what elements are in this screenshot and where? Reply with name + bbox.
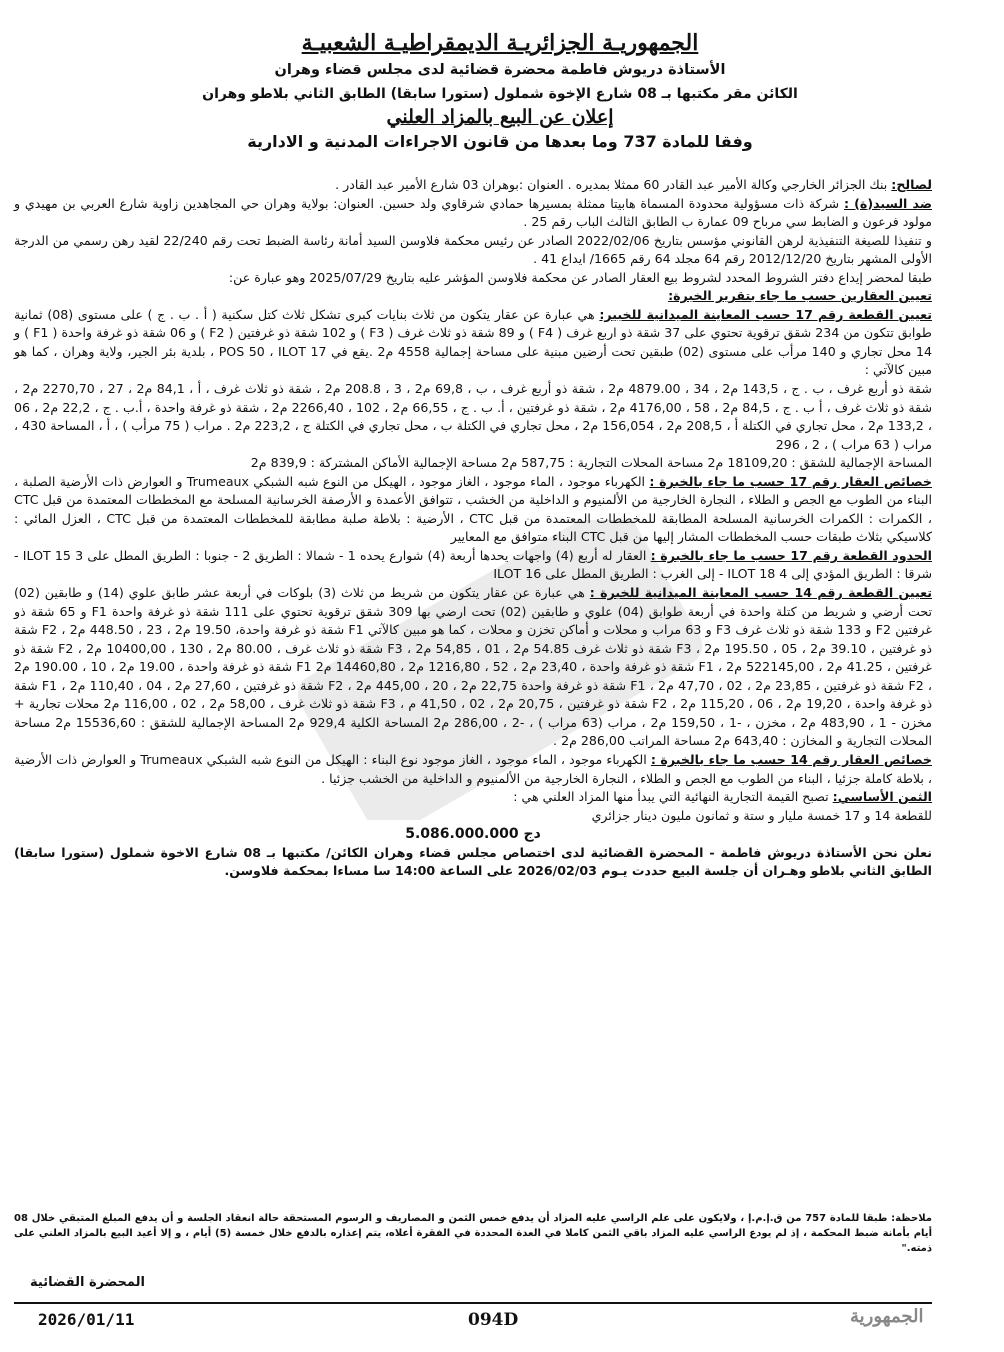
lot17-designation-text: هي عبارة عن عقار يتكون من ثلاث بنايات كبرى تشكل ثلاث كتل سكنية ( أ . ب . ج ) على مستوى (08) ثمانية طوابق تتكون من 234 شقق ترقوية تحتوي على 37 شقة ذو اربع غرف ( F4 ) و 89 شقة ذو ثلاث غرف ( F3 ) و 102 شقة ذو غرفتين ( F2 ) و 06 شقة ذو غرفة واحدة ( F1 ) و 14 محل تجاري و 140 مرأب على مستوى (02) طبقين تحت أرضين مبنية على مساحة إجمالية 4558 م2 .يقع في POS 50 ، ILOT 17 ، بلدية بئر الجير، ولاية وهران ، كما هو مبين كالآتي : [14, 306, 933, 378]
creditor-label: لصالح: [891, 177, 932, 192]
lot17-limits-text: العقار له أربع (4) واجهات يحدها أربعة (4) شوارع يحده 1 - شمالا : الطريق 2 - جنوبا : الطريق المطل على ILOT 15 3 - شرقا : الطريق المؤدي إلى ILOT 18 4 - إلى الغرب : الطريق المطل على ILOT 16 [14, 547, 932, 582]
lot17-areas: شقة ذو أربع غرف ، ب . ج ، 143,5 م2 ، 34 ، 4879.00 م2 ، شقة ذو أربع غرف ، ب ، 69,8 م2 ، 3 ، 208.8 م2 ، شقة ذو ثلاث غرف ، أ ، 84,1 م2 ، 27 ، 2270,70 م2 ، شقة ذو ثلاث غرف ، أ ب . ج ، 84,5 م2 ، 58 ، 4176,00 م2 ، شقة ذو غرفتين ، أ. ب . ج ، 66,55 م2 ، 102 ، 2266,40 م2 ، شقة ذو غرفة واحدة ، أ.ب . ج ، 22,2 م2 ، 06 ، 133,2 م2 ، محل تجاري في الكتلة أ ، 208,5 م2 ، 156,054 م2 ، محل تجاري في الكتلة ب ، محل تجاري في الكتلة ج ، 223,2 م2 . مراب ( 75 مرأب ) ، أ ، المساحة 430 ، مراب ( 63 مراب ) ، 2 ، 296 [14, 381, 933, 452]
legal-note [14, 1211, 932, 1256]
legal-note-text: ملاحظة: طبقا للمادة 757 من ق.إ.م.إ ، ولايكون على علم الراسي عليه المزاد أن يدفع خمس الثمن و المصاريف و الرسوم المستحقة حالة انعقاد الجلسة و أن يدفع المبلغ المتبقي خلال 08 أيام بأمانة ضبط المحكمة ، إذ لم يودع الراسي عليه المزاد باقي الثمن كاملا في العدة المحددة في الفقرة أعلاه، يتم إعذاره بالدفع خلال خمسة (5) أيام ، و إلا أعيد البيع بالمزاد العلني على ذمته." [14, 1213, 932, 1254]
base-price-words: للقطعة 14 و 17 خمسة مليار و ستة و ثمانون مليون دينار جزائري [591, 807, 932, 823]
base-price-label: الثمن الأساسي: [832, 789, 932, 805]
lot14-designation-label: تعيين القطعة رقم 14 حسب المعاينة الميدانية للخبرة : [589, 585, 932, 601]
notice-body [14, 176, 932, 881]
base-price-amount: 5.086.000.000 دج [405, 826, 541, 843]
base-price-text: تصبح القيمة التجارية النهائية التي يبدأ منها المزاد العلني هي : [513, 789, 829, 805]
bailiff-office: الأستاذة دريوش فاطمة محضرة قضائية لدى مجلس قضاء وهران [274, 62, 726, 78]
lot17-totals: المساحة الإجمالية للشقق : 18109,20 م2 مساحة المحلات التجارية : 587,75 م2 مساحة الإجمالية الأماكن المشتركة : 839,9 م2 [250, 455, 932, 471]
newspaper-logo: الجمهورية [850, 1306, 924, 1327]
lot14-features [14, 751, 932, 788]
lot17-features [14, 473, 932, 547]
lot17-features-text: الكهرباء موجود ، الماء موجود ، الغاز موجود ، الهيكل من النوع شبه الشبكي Trumeaux و العوارض ذات الأرضية الصلبة ، البناء من الطوب مع الجص و الطلاء ، النجارة الخارجية من الألمنيوم و الداخلية من الخشب ، تتوافق الأعمدة و الأرصفة الخرسانية المسلحة مع المخططات المعتمدة من قبل CTC ، الكمرات : الكمرات الخرسانية المسلحة المطابقة للمخططات المعتمدة من قبل CTC ، الأرضية : بلاطة صلبة مطابقة للمخططات المعتمدة من قبل CTC ، العزل المائي : كلاسيكي بثلاث طبقات حسب المخططات المشار إليها من قبل CTC البناء متوافق مع المعايير [14, 473, 932, 545]
lot17-limits-label: الحدود القطعة رقم 17 حسب ما جاء بالخبرة : [650, 547, 932, 563]
execution-paragraph: و تنفيذا للصيغة التنفيذية لرهن القانوني مؤسس بتاريخ 2022/02/06 الصادر عن رئيس محكمة فلاوسن السيد أمانة رئاسة الضبط تحت رقم 22/240 لقيد رهن رسمي من الدرجة الأولى المشهر بتاريخ 2012/12/20 رقم 64 مجلد 64 رقم 1665/ ايداع 41 . [14, 232, 933, 267]
legal-basis: وفقا للمادة 737 وما بعدها من قانون الاجراءات المدنية و الادارية [247, 132, 753, 151]
ad-code: 094D [468, 1310, 519, 1330]
creditor-paragraph [14, 176, 932, 195]
base-price [14, 788, 932, 807]
debtor-label: ضد السيد(ة) : [843, 195, 932, 211]
debtor-paragraph [14, 195, 932, 232]
designation-section-label: تعيين العقارين حسب ما جاء بتقرير الخبرة: [668, 288, 932, 304]
creditor-text: بنك الجزائر الخارجي وكالة الأمير عبد القادر 60 ممثلا بمديره . العنوان :بوهران 03 شارع الأمير عبد القادر . [335, 177, 888, 192]
lot17-limits [14, 547, 932, 584]
auction-announcement: نعلن نحن الأستاذة دريوش فاطمة - المحضرة القضائية لدى اختصاص مجلس قضاء وهران الكائن/ مكتبها بـ 08 شارع الاخوة شملول (ستورا سابقا) الطابق الثاني بلاطو وهـران أن جلسة البيع حددت يـوم 2026/02/03 على الساعة 14:00 سا مساءا بمحكمة فلاوسن. [14, 844, 932, 879]
lot17-designation [14, 306, 932, 380]
lot14-features-text: الكهرباء موجود ، الماء موجود ، الغاز موجود نوع البناء : الهيكل من النوع شبه الشبكي Trumeaux و العوارض ذات الأرضية ، بلاطة كاملة جزئيا ، البناء من الطوب مع الجص و الطلاء ، النجارة الخارجية من الألمنيوم و الداخلية من الخشب جزئيا . [14, 751, 932, 786]
signature: المحضرة القضائية [30, 1275, 145, 1290]
footer-divider [14, 1302, 932, 1304]
lot17-designation-label: تعيين القطعة رقم 17 حسب المعاينة الميدانية للخبير: [599, 306, 933, 322]
lot14-designation [14, 584, 932, 751]
debtor-text: شركة ذات مسؤولية محدودة المسماة هابيتا ممثلة بمسيرها حمادي شرقاوي ولد حسين. العنوان: بولاية وهران حي المجاهدين زاوية شارع العربي بن مهيدي و مولود فرعون و الضابط سي مرباح 09 عمارة ب الطابق الثالث الباب رقم 25 . [14, 195, 932, 230]
lot14-features-label: خصائص العقار رقم 14 حسب ما جاء بالخبرة : [650, 751, 932, 767]
lot14-designation-text: هي عبارة عن عقار يتكون من شريط من ثلاث (3) بلوكات في أربعة عشر طابق علوي (14) و طابقين (02) تحت أرضي و شريط من كتلة واحدة في أربعة طوابق (04) علوي و طابقين (02) تحت ارضي بها 309 شقق ترقوية تحتوي على 111 شقة ذو غرفة واحدة F1 و 65 شقة ذو غرفتين F2 و 133 شقة ذو ثلاث غرف F3 و 63 مراب و محلات و أماكن تخزن و محلات ، كما هو مبين كالآتي F1 شقة ذو غرفة واحدة، 19.50 م2 ، 23 ، 448.50 م2 ، F2 شقة ذو غرفتين ، 39.10 م2 ، 05 ، 195.50 م2 ، F3 شقة ذو ثلاث غرف 54.85 م2 ، 01 ، 54,85 م2 ، F3 شقة ذو ثلاث غرف ، 80.00 م2 ، 130 ، 10400,00 م2 ، F2 شقة ذو غرفتين ، 41.25 م2 ، 522145,00 م2 ، F1 شقة ذو غرفة واحدة ، 23,40 م2 ، 52 ، 1216,80 م2 ، 14460,80 م2 F1 شقة ذو غرفة واحدة ، 19.00 م2 ، 10 ، 190.00 م2 ، F2 شقة ذو غرفتين ، 23,85 م2 ، 02 ، 47,70 م2 ، F1 شقة ذو غرفة واحدة 22,75 م2 ، 20 ، 445,00 م2 ، F2 شقة ذو غرفتين ، 27,60 م2 ، 04 ، 110,40 م2 ، F1 شقة ذو غرفة واحدة ، 19,20 م2 ، 06 ، 115,20 م2 ، F2 شقة ذو غرفتين ، 20,75 م2 ، 02 ، 41,50 م ، F3 شقة ذو ثلاث غرف ، 58,00 م2 ، 02 ، 116,00 م2 محلات تجارية + مخزن - 1 ، 483,90 م2 ، مخزن ، -1 ، 159,50 م2 ، مراب (63 مراب ) ، -2 ، 286,00 م2 المساحة الكلية 929,4 م2 المساحة الإجمالية للشقق : 15536,60 م2 مساحة المحلات التجارية و المخازن : 643,40 م2 مساحة المراتب 286,00 م2 . [14, 585, 933, 749]
publication-date: 2026/01/11 [38, 1310, 135, 1329]
lot17-features-label: خصائص العقار رقم 17 حسب ما جاء بالخبرة : [649, 473, 932, 489]
bailiff-address: الكائن مقر مكتبها بـ 08 شارع الإخوة شملول (ستورا سابقا) الطابق الثاني بلاطو وهران [202, 86, 798, 102]
republic-title: الجمهوريـة الجزائريـة الديمقراطيـة الشعبيـة [301, 30, 699, 56]
deposit-paragraph: طبقا لمحضر إيداع دفتر الشروط المحدد لشروط بيع العقار الصادر عن محكمة فلاوسن المؤشر عليه بتاريخ 2025/07/29 وهو عبارة عن: [228, 269, 932, 285]
notice-title: إعلان عن البيع بالمزاد العلني [386, 106, 614, 128]
